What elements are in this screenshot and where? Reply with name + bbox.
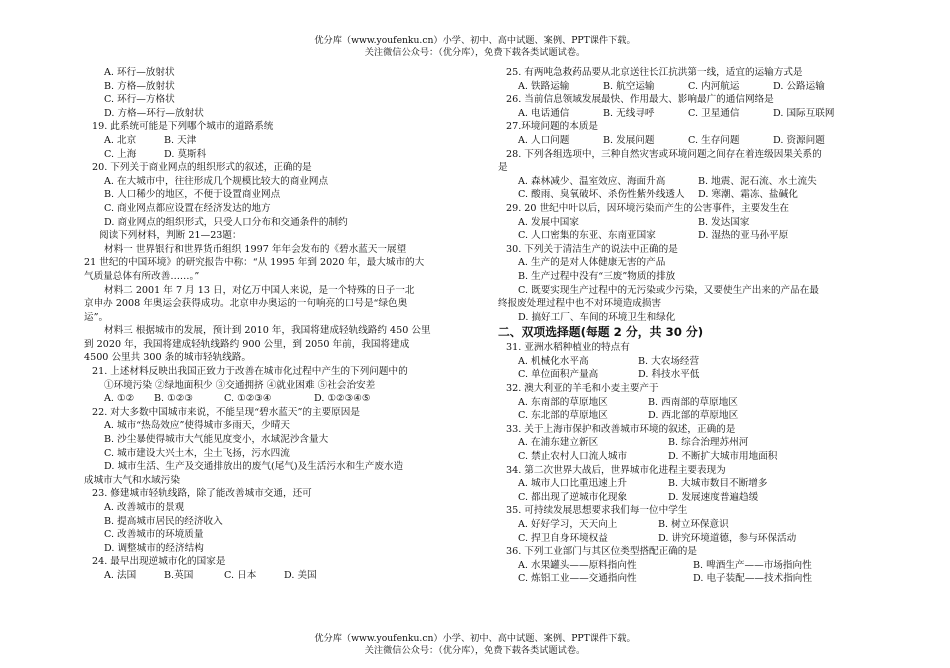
q30-option-a: A. 生产的是对人体健康无害的产品: [518, 257, 666, 269]
q30-stem: 30. 下列关于清洁生产的说法中正确的是: [506, 243, 678, 255]
q29-stem: 29. 20 世纪中叶以后，因环境污染而产生的公害事件，主要发生在: [506, 202, 790, 214]
q31-stem: 31. 亚洲水稻种植业的特点有: [506, 342, 630, 354]
q23-stem: 23. 修建城市轻轨线路，除了能改善城市交通，还可: [92, 488, 312, 500]
q21-option-d: D. ①②③④⑤: [314, 393, 371, 405]
material-1-line-3: 气质量总体有所改善……。”: [84, 270, 200, 282]
q19-stem: 19. 此系统可能是下列哪个城市的道路系统: [92, 121, 274, 133]
q33-option-b: B. 综合治理苏州河: [668, 437, 749, 449]
q36-options-row-1: [498, 559, 870, 573]
material-3-line-1: 材料三 根据城市的发展，预计到 2010 年，我国将建成轻轨线路约 450 公里: [104, 325, 431, 337]
q20-option-b: B. 人口稀少的地区，不便于设置商业网点: [104, 189, 281, 201]
footer-line-1: 优分库（www.youfenku.cn）小学、初中、高中试题、案例、PPT课件下载。: [314, 633, 636, 644]
q29-option-c: C. 人口密集的东亚、东南亚国家: [518, 230, 656, 242]
q18-option-c: C. 环行—方格状: [104, 94, 175, 106]
q35-option-c: C. 捍卫自身环境权益: [518, 532, 608, 544]
material-2-line-1: 材料二 2001 年 7 月 13 日，对亿万中国人来说，是一个特殊的日子一北: [104, 284, 415, 296]
q26-options-row: [498, 107, 870, 121]
q31-option-d: D. 科技水平低: [638, 369, 700, 381]
q29-options-row-1: [498, 216, 870, 230]
q34-option-d: D. 发展速度普遍趋缓: [668, 491, 759, 503]
q28-option-c: C. 酸雨、臭氧破坏、杀伤性紫外线透人: [518, 189, 685, 201]
q34-option-c: C. 都出现了逆城市化现象: [518, 491, 628, 503]
q22-option-d-line-2: 成城市大气和水域污染: [84, 474, 180, 486]
right-column: [498, 66, 870, 586]
q34-options-row-2: [498, 491, 870, 505]
q35-option-b: B. 树立环保意识: [658, 519, 729, 530]
q34-stem: 34. 第二次世界大战后，世界城市化进程主要表现为: [506, 464, 726, 476]
section-2-title: 二、双项选择题(每题 2 分，共 30 分): [498, 325, 704, 340]
q27-option-c: C. 生存问题: [688, 134, 740, 146]
header-line-1: 优分库（www.youfenku.cn）小学、初中、高中试题、案例、PPT课件下载。: [314, 35, 636, 46]
q27-options-row: [498, 134, 870, 148]
q33-option-d: D. 不断扩大城市用地面积: [668, 451, 778, 463]
material-1-line-2: 21 世纪的中国环境》的研究报告中称：“从 1995 年到 2020 年，最大城市的大: [84, 257, 425, 269]
q21-items: ①环境污染 ②绿地面积少 ③交通拥挤 ④就业困难 ⑤社会治安差: [104, 379, 376, 391]
q36-options-row-2: [498, 572, 870, 586]
q34-option-a: A. 城市人口比重迅速上升: [518, 478, 627, 490]
q22-option-c: C. 城市建设大兴土木，尘土飞扬，污水四流: [104, 447, 290, 459]
q30-option-d: D. 搞好工厂、车间的环境卫生和绿化: [518, 311, 676, 323]
page-footer: [0, 633, 950, 657]
q27-option-a: A. 人口问题: [518, 134, 570, 146]
q36-option-b: B. 啤酒生产——市场指向性: [693, 559, 812, 571]
q24-option-d: D. 美国: [284, 569, 317, 581]
q30-option-c-line-1: C. 既要实现生产过程中的无污染或少污染，又要使生产出来的产品在最: [518, 284, 819, 296]
q28-options-row-1: [498, 175, 870, 189]
q21-option-b: B. ①②③: [154, 393, 193, 405]
q22-option-b: B. 沙尘暴使得城市大气能见度变小，水域泥沙含量大: [104, 434, 329, 446]
q20-option-a: A. 在大城市中，往往形成几个规模比较大的商业网点: [104, 175, 329, 187]
q32-option-d: D. 西北部的草原地区: [648, 410, 739, 422]
q24-option-a: A. 法国: [104, 569, 137, 581]
q32-option-c: C. 东北部的草原地区: [518, 410, 608, 422]
q33-option-c: C. 禁止农村人口流人城市: [518, 451, 628, 463]
q29-option-a: A. 发展中国家: [518, 216, 579, 228]
q25-option-d: D. 公路运输: [773, 80, 825, 92]
q27-option-b: B. 发展问题: [603, 134, 655, 146]
q19-options-row-1: [84, 134, 464, 148]
q29-option-b: B. 发达国家: [698, 216, 750, 228]
q36-option-a: A. 水果罐头——原料指向性: [518, 559, 637, 571]
q36-option-c: C. 炼铝工业——交通指向性: [518, 573, 637, 585]
q33-options-row-1: [498, 436, 870, 450]
q31-option-a: A. 机械化水平高: [518, 355, 589, 367]
q26-option-d: D. 国际互联网: [773, 107, 835, 119]
q33-options-row-2: [498, 450, 870, 464]
q35-options-row-1: [498, 518, 870, 532]
q30-option-b: B. 生产过程中没有“三废”物质的排放: [518, 270, 676, 282]
q30-option-c-line-2: 终报废处理过程中也不对环境造成损害: [498, 298, 662, 310]
q31-options-row-1: [498, 355, 870, 369]
q31-options-row-2: [498, 368, 870, 382]
material-3-line-3: 4500 公里共 300 条的城市轻轨线路。: [84, 352, 252, 364]
q23-option-a: A. 改善城市的景观: [104, 502, 185, 513]
q36-stem: 36. 下列工业部门与其区位类型搭配正确的是: [506, 546, 697, 558]
q31-option-c: C. 单位面积产量高: [518, 369, 599, 381]
q25-option-c: C. 内河航运: [688, 80, 740, 92]
material-2-line-2: 京申办 2008 年奥运会获得成功。北京申办奥运的一句响亮的口号是“绿色奥: [84, 298, 408, 310]
q31-option-b: B. 大农场经营: [638, 355, 700, 367]
q18-option-a: A. 环行—放射状: [104, 67, 175, 78]
q19-option-c: C. 上海: [104, 148, 137, 160]
q24-option-c: C. 日本: [224, 569, 257, 581]
q32-options-row-2: [498, 409, 870, 423]
page-header: [0, 35, 950, 59]
q22-option-d-line-1: D. 城市生活、生产及交通排放出的废气(尾气)及生活污水和生产废水造: [104, 461, 404, 473]
q22-option-a: A. 城市“热岛效应”使得城市多雨天，少晴天: [104, 420, 290, 432]
q28-options-row-2: [498, 188, 870, 202]
q32-option-a: A. 东南部的草原地区: [518, 396, 608, 408]
q25-option-b: B. 航空运输: [603, 80, 655, 92]
q21-stem: 21. 上述材料反映出我国正致力于改善在城市化过程中产生的下列问题中的: [92, 366, 408, 378]
q23-option-b: B. 提高城市居民的经济收入: [104, 515, 223, 527]
q34-option-b: B. 大城市数目不断增多: [668, 478, 768, 490]
q19-option-b: B. 天津: [164, 134, 197, 146]
q28-stem-line-2: 是: [498, 162, 508, 174]
material-1-line-1: 材料一 世界银行和世界货币组织 1997 年年会发布的《碧水蓝天一展望: [104, 243, 407, 255]
q19-options-row-2: [84, 148, 464, 162]
q20-option-d: D. 商业网点的组织形式，只受人口分布和交通条件的制约: [104, 216, 348, 228]
q25-option-a: A. 铁路运输: [518, 80, 570, 92]
q36-option-d: D. 电子装配——技术指向性: [693, 573, 812, 585]
q35-option-d: D. 讲究环境道德，参与环保活动: [658, 532, 797, 544]
q18-option-d: D. 方格—环行—放射状: [104, 107, 204, 119]
q26-option-b: B. 无线寻呼: [603, 107, 655, 119]
q28-option-b: B. 地震、泥石流、水土流失: [698, 175, 817, 187]
q35-stem: 35. 可持续发展思想要求我们每一位中学生: [506, 505, 688, 517]
q19-option-a: A. 北京: [104, 134, 137, 146]
q24-stem: 24. 最早出现逆城市化的国家是: [92, 556, 226, 568]
q23-option-c: C. 改善城市的环境质量: [104, 529, 204, 541]
q32-stem: 32. 澳大利亚的羊毛和小麦主要产于: [506, 383, 659, 395]
material-3-line-2: 到 2020 年，我国将建成轻轨线路约 900 公里，到 2050 年前，我国将建成: [84, 338, 410, 350]
q32-option-b: B. 西南部的草原地区: [648, 396, 738, 408]
q26-option-a: A. 电话通信: [518, 107, 570, 119]
q24-options-row: [84, 569, 464, 583]
q23-option-d: D. 调整城市的经济结构: [104, 542, 204, 554]
material-2-line-3: 运”。: [84, 311, 109, 323]
q24-option-b: B.英国: [164, 569, 194, 581]
q35-options-row-2: [498, 532, 870, 546]
q27-option-d: D. 资源问题: [773, 134, 825, 146]
q34-options-row-1: [498, 477, 870, 491]
q21-option-c: C. ①②③④: [224, 393, 272, 405]
reading-intro: 阅读下列材料，判断 21—23题：: [99, 230, 242, 242]
q28-stem-line-1: 28. 下列各组选项中，三种自然灾害或环境问题之间存在着连级因果关系的: [506, 148, 822, 160]
q27-stem: 27.环境问题的本质是: [506, 121, 599, 133]
q25-stem: 25. 有两吨急救药品要从北京送往长江抗洪第一线，适宜的运输方式是: [506, 67, 803, 78]
q33-option-a: A. 在浦东建立新区: [518, 437, 599, 449]
q33-stem: 33. 关于上海市保护和改善城市环境的叙述，正确的是: [506, 423, 736, 435]
q19-option-d: D. 莫斯科: [164, 148, 207, 160]
q21-options-row: [84, 392, 464, 406]
header-line-2: 关注微信公众号：（优分库），免费下载各类试题试卷。: [364, 47, 586, 58]
q22-stem: 22. 对大多数中国城市来说，不能呈现“碧水蓝天”的主要原因是: [92, 406, 360, 418]
left-column: [84, 66, 464, 583]
q21-option-a: A. ①②: [104, 393, 135, 405]
q29-option-d: D. 湿热的亚马孙平原: [698, 230, 789, 242]
q35-option-a: A. 好好学习，天天向上: [518, 519, 618, 530]
q20-option-c: C. 商业网点都应设置在经济发达的地方: [104, 202, 271, 214]
q28-option-a: A. 森林减少、温室效应、海面升高: [518, 175, 666, 187]
q26-stem: 26. 当前信息领域发展最快、作用最大、影响最广的通信网络是: [506, 94, 774, 106]
q25-options-row: [498, 80, 870, 94]
q29-options-row-2: [498, 229, 870, 243]
q20-stem: 20. 下列关于商业网点的组织形式的叙述，正确的是: [92, 162, 312, 174]
q32-options-row-1: [498, 396, 870, 410]
q18-option-b: B. 方格—放射状: [104, 80, 175, 92]
footer-line-2: 关注微信公众号：（优分库），免费下载各类试题试卷。: [364, 645, 586, 656]
q26-option-c: C. 卫星通信: [688, 107, 740, 119]
q28-option-d: D. 寒潮、霜冻、盐碱化: [698, 189, 798, 201]
